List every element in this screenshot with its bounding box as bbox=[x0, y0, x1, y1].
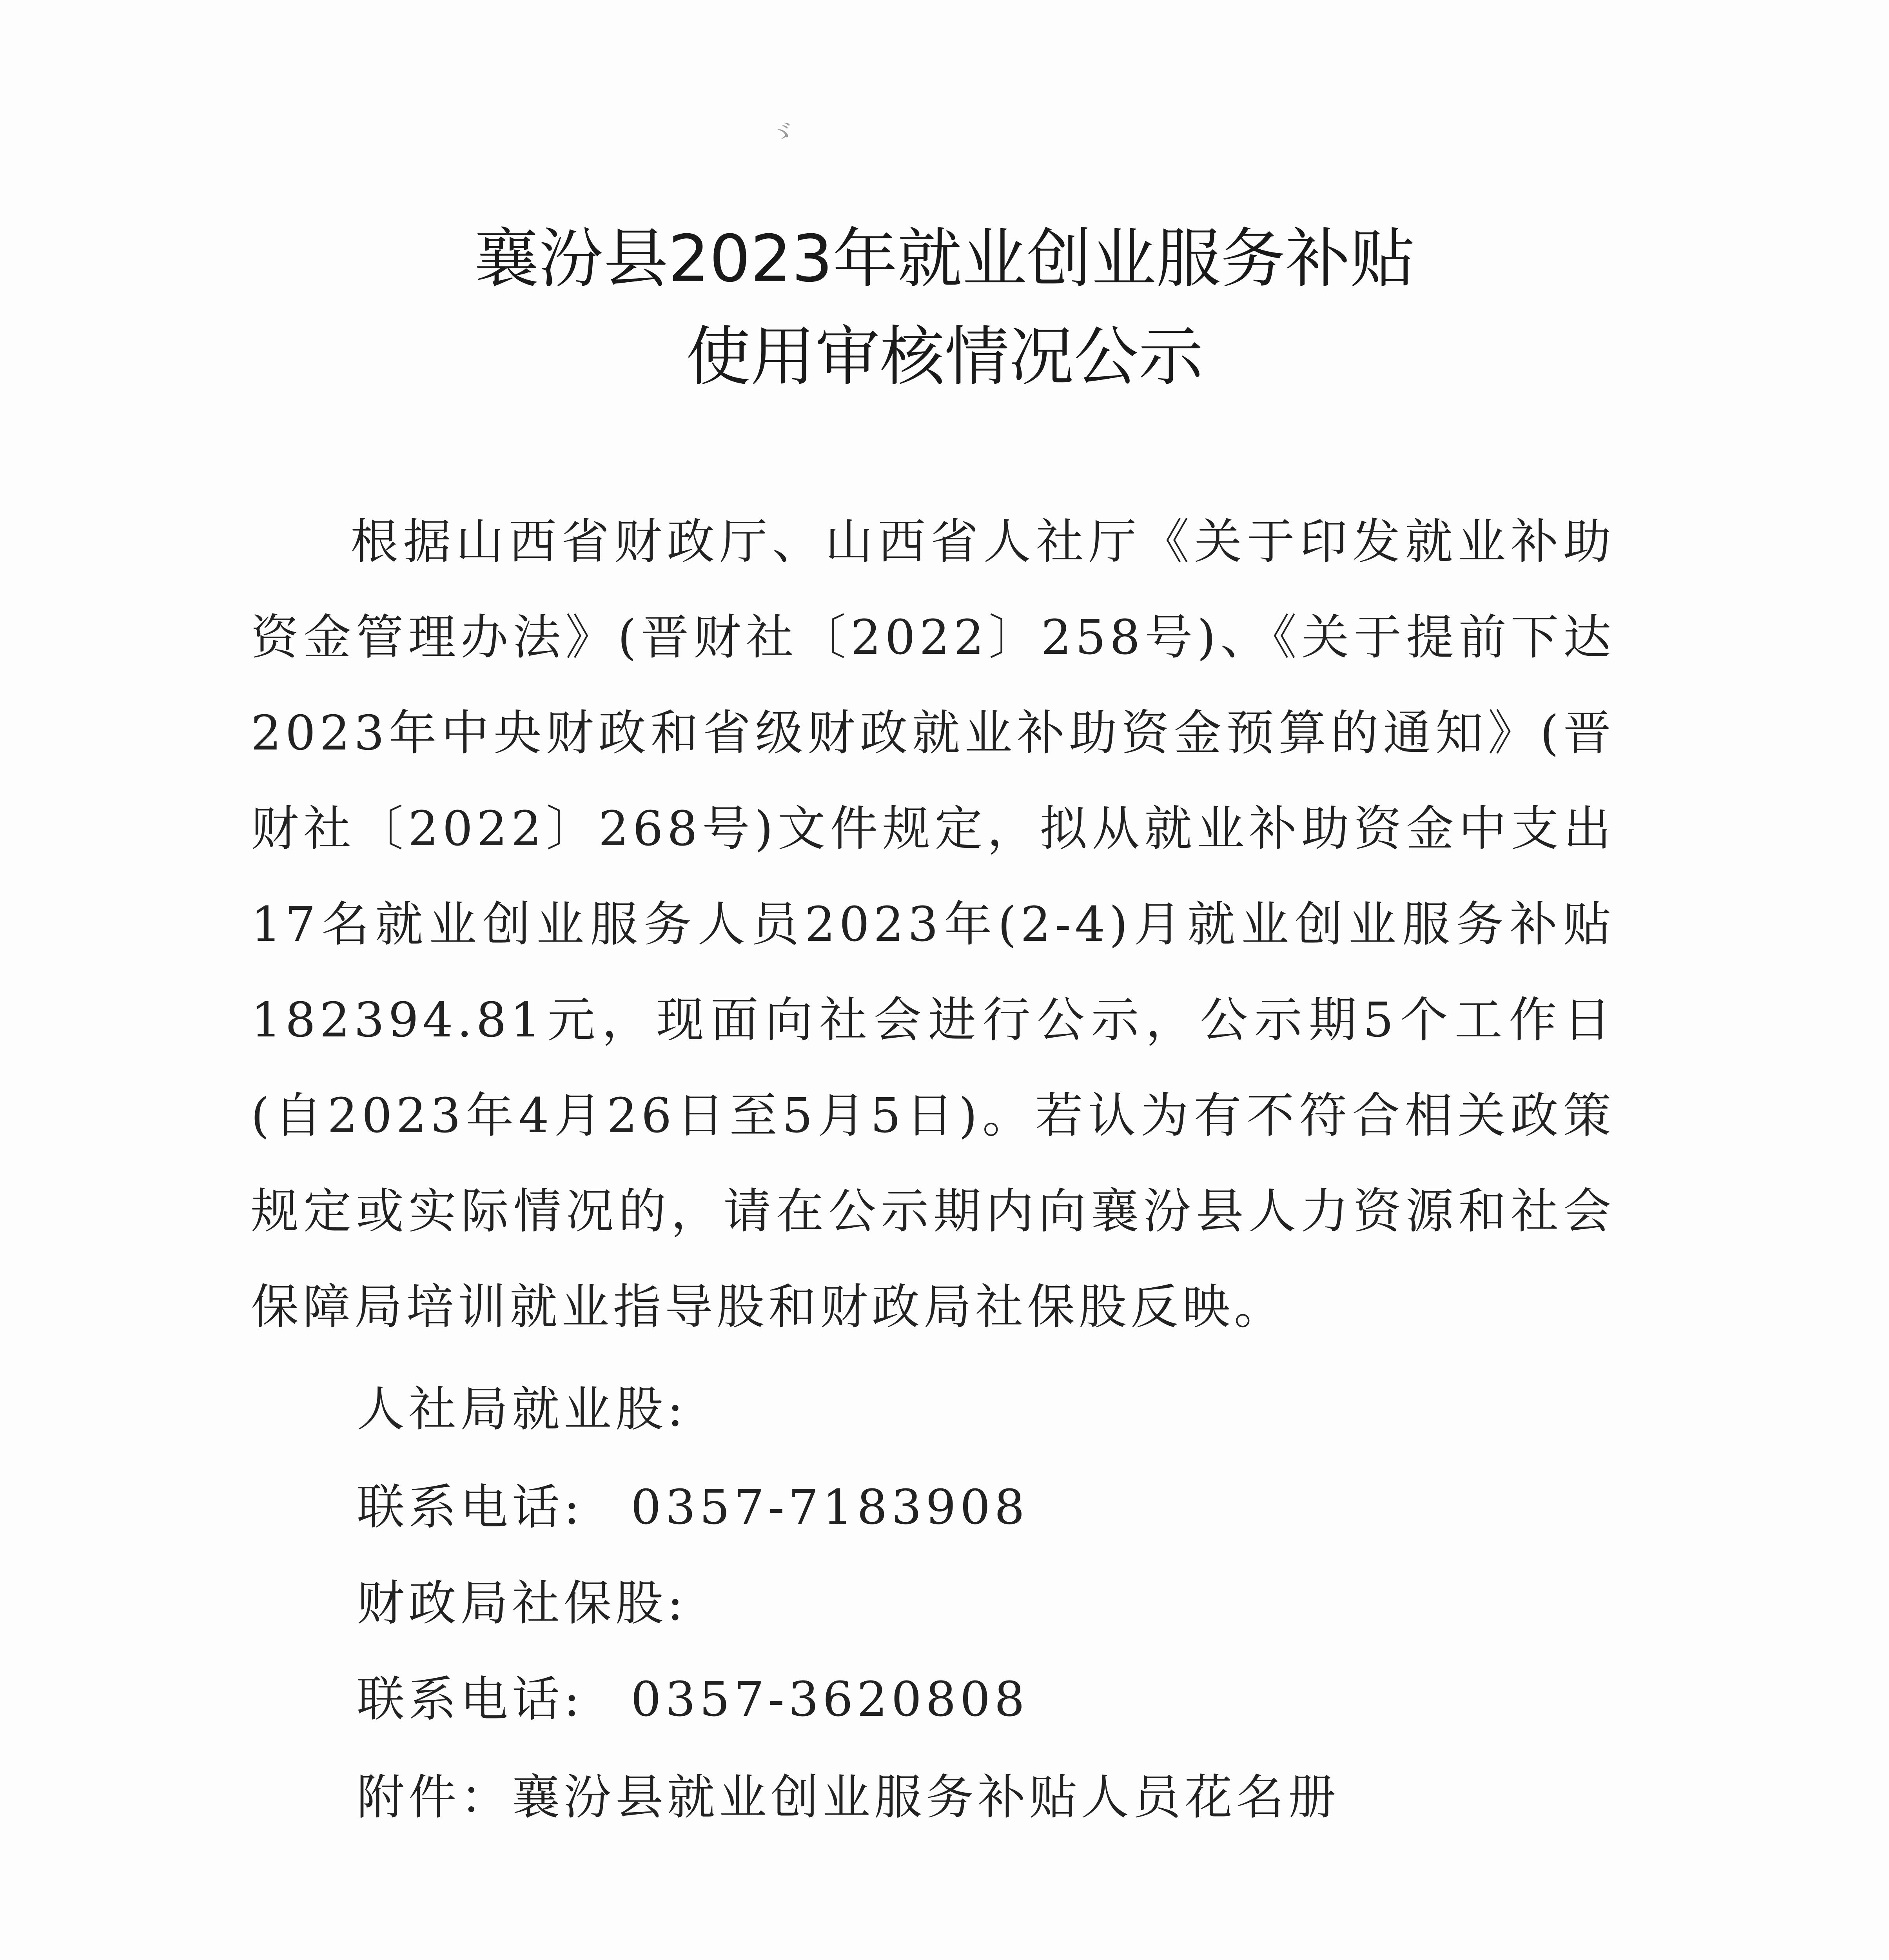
official-seal-stamp bbox=[1058, 1952, 1493, 1960]
document-title-line-2: 使用审核情况公示 bbox=[686, 319, 1203, 394]
phone-number: 0357-7183908 bbox=[631, 1479, 1029, 1535]
phone-label: 联系电话: bbox=[357, 1671, 584, 1727]
notice-paragraph: 根据山西省财政厅、山西省人社厅《关于印发就业补助资金管理办法》(晋财社〔2022〕258号)、《关于提前下达2023年中央财政和省级财政就业补助资金预算的通知》(晋财社〔2022〕268号)文件规定，拟从就业补助资金中支出17名就业创业服务人员2023年(2-4)月就业创业服务补贴182394.81元，现面向社会进行公示，公示期5个工作日(自2023年4月26日至5月5日)。若认为有不符合相关政策规定或实际情况的，请在公示期内向襄汾县人力资源和社会保障局培训就业指导股和财政局社保股反映。 bbox=[251, 514, 1615, 1335]
contact-phone-row-1 bbox=[357, 1478, 1029, 1537]
contact-dept-finance: 财政局社保股: bbox=[357, 1575, 688, 1631]
document-body bbox=[251, 494, 1615, 1355]
phone-number: 0357-3620808 bbox=[631, 1671, 1029, 1727]
attachment-line: 附件：襄汾县就业创业服务补贴人员花名册 bbox=[357, 1769, 1340, 1825]
document-title-line-1: 襄汾县2023年就业创业服务补贴 bbox=[474, 221, 1415, 296]
scan-mark: ゞ bbox=[765, 114, 800, 153]
phone-label: 联系电话: bbox=[357, 1479, 584, 1535]
contact-phone-row-2 bbox=[357, 1670, 1029, 1729]
contact-dept-employment: 人社局就业股: bbox=[357, 1381, 688, 1437]
